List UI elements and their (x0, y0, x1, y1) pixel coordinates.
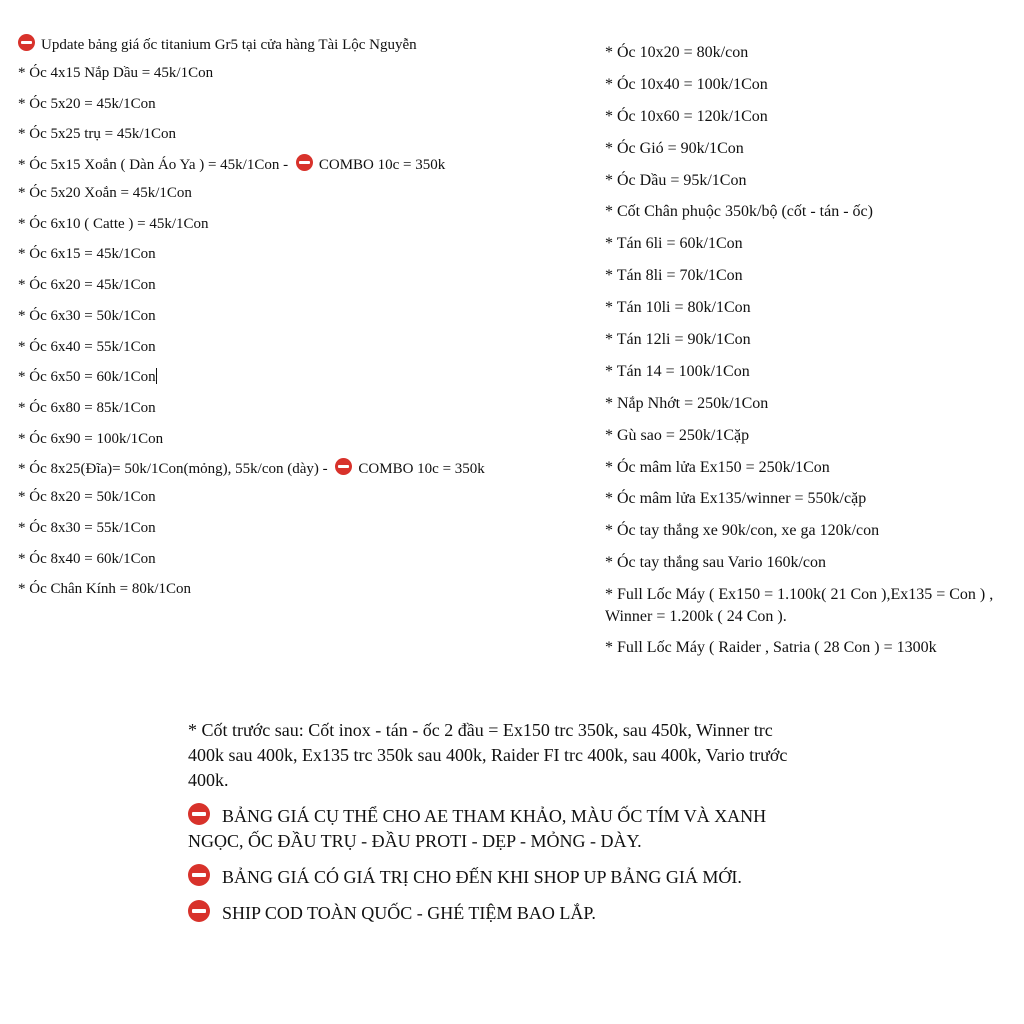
price-item: * Óc 6x40 = 55k/1Con (18, 338, 156, 355)
price-item: * Óc Dầu = 95k/1Con (605, 171, 747, 189)
text-cursor (156, 368, 157, 384)
price-item: * Óc tay thắng sau Vario 160k/con (605, 554, 826, 572)
price-item: * Óc 5x20 = 45k/1Con (18, 95, 156, 112)
price-item-combo: * Óc 5x15 Xoắn ( Dàn Áo Ya ) = 45k/1Con - COMBO 10c = 350k (18, 154, 498, 176)
no-entry-icon (296, 154, 313, 171)
notes-block (188, 718, 788, 936)
price-item: * Óc 10x40 = 100k/1Con (605, 75, 768, 93)
no-entry-icon (188, 803, 210, 825)
cot-note: * Cốt trước sau: Cốt inox - tán - ốc 2 đầu = Ex150 trc 350k, sau 450k, Winner trc 400k sau 400k, Ex135 trc 350k sau 400k, Raider FI trc 400k, sau 400k, Vario trước 400k. (188, 720, 788, 790)
price-item: * Óc 5x20 Xoắn = 45k/1Con (18, 185, 192, 202)
price-item: * Óc 6x15 = 45k/1Con (18, 246, 156, 263)
price-item: * Óc 10x60 = 120k/1Con (605, 107, 768, 125)
price-item: * Tán 6li = 60k/1Con (605, 235, 743, 253)
header-title: Update bảng giá ốc titanium Gr5 tại cửa hàng Tài Lộc Nguyễn (18, 34, 498, 56)
price-item: * Óc 6x90 = 100k/1Con (18, 430, 164, 447)
price-item: * Óc 10x20 = 80k/con (605, 44, 749, 61)
price-item: * Óc 6x20 = 45k/1Con (18, 277, 156, 294)
price-item: * Gù sao = 250k/1Cặp (605, 426, 750, 444)
price-item-combo: * Óc 8x25(Đĩa)= 50k/1Con(mỏng), 55k/con (dày) - COMBO 10c = 350k (18, 458, 498, 480)
price-item: * Óc 6x10 ( Catte ) = 45k/1Con (18, 215, 209, 232)
price-item: * Óc mâm lửa Ex150 = 250k/1Con (605, 458, 830, 476)
price-item: * Óc Chân Kính = 80k/1Con (18, 581, 192, 598)
price-item: * Full Lốc Máy ( Raider , Satria ( 28 Con ) = 1300k (605, 639, 937, 657)
price-item: * Tán 14 = 100k/1Con (605, 362, 750, 380)
price-item: * Óc mâm lửa Ex135/winner = 550k/cặp (605, 490, 867, 508)
price-item: * Óc 8x40 = 60k/1Con (18, 550, 156, 567)
price-item: * Tán 8li = 70k/1Con (605, 267, 743, 285)
no-entry-icon (188, 864, 210, 886)
no-entry-icon (18, 34, 35, 51)
price-item: * Tán 10li = 80k/1Con (605, 299, 751, 317)
price-item: * Óc 4x15 Nắp Dầu = 45k/1Con (18, 65, 214, 81)
price-item: * Nắp Nhớt = 250k/1Con (605, 394, 769, 412)
notice-reference: BẢNG GIÁ CỤ THỂ CHO AE THAM KHẢO, MÀU ỐC TÍM VÀ XANH NGỌC, ỐC ĐẦU TRỤ - ĐẦU PROTI - DẸP - MỎNG - DÀY. (188, 803, 788, 854)
left-price-column (18, 34, 498, 609)
price-item: * Óc 8x30 = 55k/1Con (18, 519, 156, 536)
price-item: * Óc 5x25 trụ = 45k/1Con (18, 126, 177, 143)
price-item: * Cốt Chân phuộc 350k/bộ (cốt - tán - ốc) (605, 203, 873, 221)
price-item: * Tán 12li = 90k/1Con (605, 331, 751, 349)
notice-validity: BẢNG GIÁ CÓ GIÁ TRỊ CHO ĐẾN KHI SHOP UP BẢNG GIÁ MỚI. (188, 864, 788, 890)
price-item: * Óc Gió = 90k/1Con (605, 139, 744, 157)
price-item: * Óc 6x80 = 85k/1Con (18, 399, 156, 416)
price-item: * Óc 6x50 = 60k/1Con (18, 369, 156, 386)
price-item: * Óc 8x20 = 50k/1Con (18, 489, 156, 506)
price-item: * Óc tay thắng xe 90k/con, xe ga 120k/con (605, 522, 880, 540)
price-item: * Full Lốc Máy ( Ex150 = 1.100k( 21 Con ),Ex135 = Con ) , Winner = 1.200k ( 24 Con ). (605, 586, 994, 626)
right-price-column (605, 42, 1021, 669)
notice-shipping: SHIP COD TOÀN QUỐC - GHÉ TIỆM BAO LẮP. (188, 900, 788, 926)
no-entry-icon (188, 900, 210, 922)
price-item: * Óc 6x30 = 50k/1Con (18, 307, 156, 324)
no-entry-icon (335, 458, 352, 475)
